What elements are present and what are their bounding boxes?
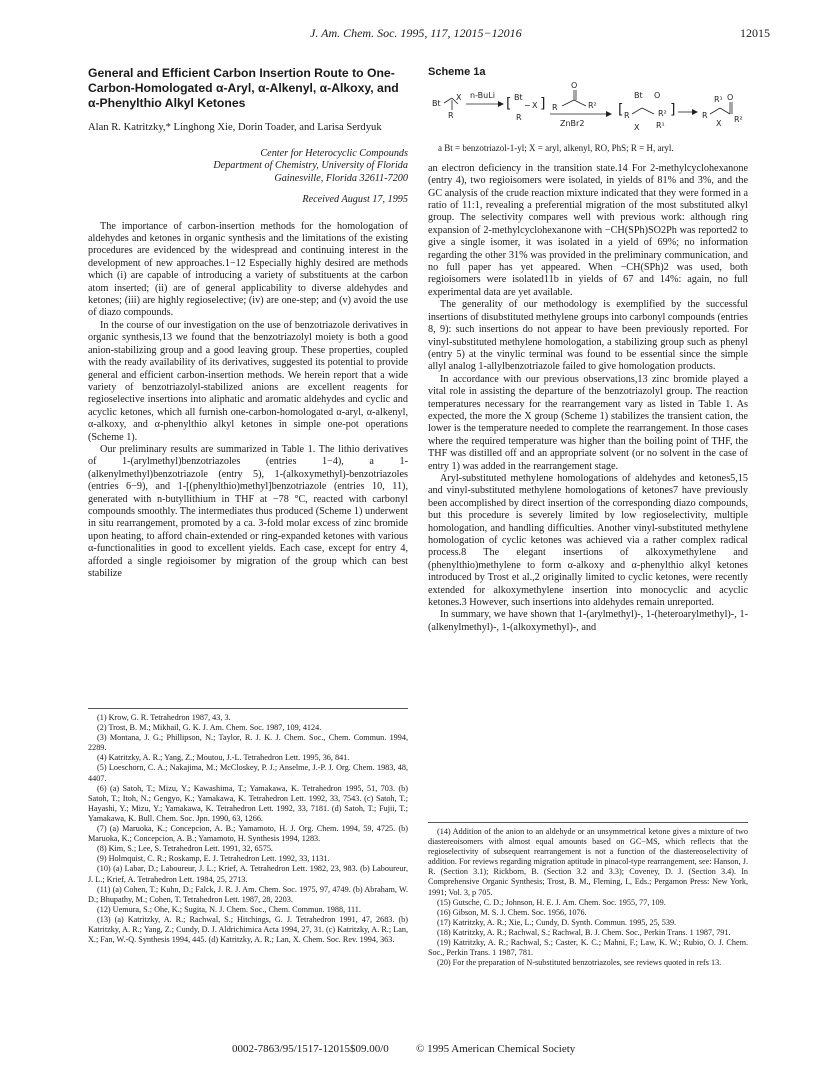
left-footnotes [88,708,408,945]
svg-text:−: − [524,101,531,111]
svg-text:R: R [516,113,522,123]
body-paragraph: In summary, we have shown that 1-(arylmethyl)-, 1-(heteroarylmethyl)-, 1-(alkenylmethyl)-, 1-(alkoxymethyl)-, and [428,609,748,633]
received-date: Received August 17, 1995 [302,194,408,206]
svg-text:]: ] [540,96,546,113]
footnote: (1) Krow, G. R. Tetrahedron 1987, 43, 3. [97,713,231,722]
svg-text:R: R [448,111,454,121]
doi-code: 0002-7863/95/1517-12015$09.00/0 [232,1043,389,1055]
reaction-scheme-drawing [428,78,748,142]
footnote: (2) Trost, B. M.; Mikhail, G. K. J. Am. Chem. Soc. 1987, 109, 4124. [97,723,322,733]
svg-text:X: X [716,119,722,129]
svg-text:[: [ [506,96,512,113]
svg-text:Bt: Bt [432,99,441,109]
footnote: (14) Addition of the anion to an aldehyde or an unsymmetrical ketone gives a mixture of two diastereoisomers with almost equal amounts based on GC−MS, which reflects that the regioselectivity of subsequent rearrangement is not a function of the diastereoselectivity of addition. For reviews regarding migration aptitude in pinacol-type rearrangement, see: Hanson, J. R. (Section 3.1); Rickborn, B. (Section 3.2 and 3.3); Coveney, D. J. (Section 3.4). In Comprehensive Organic Synthesis; Trost, B. M., Fleming, I., Eds.; Pergamon Press: New York, 1991; Vol. 3, p 705. [428,827,748,897]
running-header: J. Am. Chem. Soc. 1995, 117, 12015−12016 [310,26,522,40]
footnote: (19) Katritzky, A. R.; Rachwal, S.; Caster, K. C.; Mahni, F.; Law, K. W.; Rubio, O. J. Chem. Soc., Perkin Trans. 1 1987, 781. [428,938,748,958]
footnote: (4) Katritzky, A. R.; Yang, Z.; Moutou, J.-L. Tetrahedron Lett. 1995, 36, 841. [97,753,350,763]
page-number: 12015 [740,26,770,40]
left-column [88,66,408,580]
svg-text:]: ] [670,102,676,119]
body-paragraph: an electron deficiency in the transition state.14 For 2-methylcyclohexanone (entry 4), two regioisomers were isolated, in yields of 81% and 3%, and the GC analysis of the crude reaction mixture indicated that they were formed in a ratio of 11:1, revealing a preferential migration of the most substituted alkyl group. The selectivity compares well with previous work: although ring expansion of 2-methylcyclohexanone with −CH(SPh)SO2Ph was reported2 to give a single isomer, it was isolated in a yield of 69%; no information regarding the other 31% was provided in the preliminary communication, and no full paper has yet appeared. When −CH(SPh)2 was used, both regioisomers were isolated11b in yields of 67 and 14%: again, no full experimental data are yet available. [428,162,748,298]
footnote: (15) Gutsche, C. D.; Johnson, H. E. J. Am. Chem. Soc. 1955, 77, 109. [437,897,666,907]
svg-text:R: R [624,111,630,121]
footnote: (18) Katritzky, A. R.; Rachwal, S.; Rachwal, B. J. Chem. Soc., Perkin Trans. 1 1987, 791. [437,927,731,937]
affiliation-line: Department of Chemistry, University of Florida [213,160,408,172]
body-paragraph: In accordance with our previous observations,13 zinc bromide played a vital role in assisting the departure of the benzotriazolyl group. The reaction temperatures necessary for the rearrangement vary as listed in Table 1. As expected, the more the X group (Scheme 1) stabilizes the transient cation, the lower is the temperature needed to complete the rearrangement. In those cases where the required temperature was higher than the boiling point of THF, the THF was distilled off and an appropriate solvent (or no solvent in the case of entry 1) was added in the rearrangement stage. [428,373,748,472]
footnote: (11) (a) Cohen, T.; Kuhn, D.; Falck, J. R. J. Am. Chem. Soc. 1975, 97, 4749. (b) Abraham, W. D.; Bhupathy, M.; Cohen, T. Tetrahedron Lett. 1987, 28, 2203. [88,884,408,904]
svg-text:[: [ [618,102,624,119]
author-list: Alan R. Katritzky,* Linghong Xie, Dorin Toader, and Larisa Serdyuk [88,122,382,133]
svg-text:X: X [634,123,640,133]
svg-text:Bt: Bt [514,93,523,103]
footnote: (10) (a) Labar, D.; Laboureur, J. L.; Krief, A. Tetrahedron Lett. 1982, 23, 983. (b) Laboureur, J. L.; Krief, A. Tetrahedron Lett. 1984, 25, 2713. [88,864,408,884]
footnote: (8) Kim, S.; Lee, S. Tetrahedron Lett. 1991, 32, 6575. [97,844,273,854]
reaction-scheme [428,78,748,142]
right-column [428,66,748,634]
svg-text:R: R [552,103,558,113]
body-paragraph: In the course of our investigation on the use of benzotriazole derivatives in organic synthesis,13 we found that the benzotriazolyl moiety is both a good anion-stabilizing group and a good leaving group. These properties, coupled with the ready availability of its derivatives, suggested its potential to provide general and efficient carbon-insertion methods. We herein report that a wide variety of benzotriazolyl-stabilized anions are excellent reagents for regioselective insertions into aliphatic and aromatic aldehydes and cyclic and acyclic ketones, which all furnish one-carbon-homologated α-aryl, α-alkenyl, α-alkoxy, and α-phenylthio alkyl ketones in simple one-pot operations (Scheme 1). [88,319,408,443]
footnote: (3) Montana, J. G.; Phillipson, N.; Taylor, R. J. K. J. Chem. Soc., Chem. Commun. 1994, 2289. [88,733,408,753]
footnote: (9) Holmquist, C. R.; Roskamp, E. J. Tetrahedron Lett. 1992, 33, 1131. [97,854,330,864]
svg-text:R²: R² [658,109,667,119]
affiliation-line: Center for Heterocyclic Compounds [260,148,408,159]
svg-text:Bt: Bt [634,91,643,101]
footnote: (6) (a) Satoh, T.; Mizu, Y.; Kawashima, T.; Yamakawa, K. Tetrahedron 1995, 51, 703. (b) Satoh, T.; Itoh, N.; Gengyo, K.; Yamakawa, K. Tetrahedron Lett. 1992, 33, 7543. (c) Satoh, T.; Hayashi, Y.; Mizu, Y.; Yamakawa, K. Tetrahedron Lett. 1992, 33, 7181. (d) Satoh, T.; Fujii, T.; Yamakawa, K. Bull. Chem. Soc. Jpn. 1990, 63, 1266. [88,783,408,823]
svg-text:O: O [571,81,578,91]
svg-text:X: X [532,101,538,111]
footnote: (20) For the preparation of N-substituted benzotriazoles, see reviews quoted in refs 13. [437,958,722,968]
svg-text:R: R [702,111,708,121]
svg-text:O: O [727,93,734,103]
copyright: © 1995 American Chemical Society [416,1043,576,1055]
footnote: (17) Katritzky, A. R.; Xie, L.; Cundy, D. Synth. Commun. 1995, 25, 539. [437,917,677,927]
footnote: (13) (a) Katritzky, A. R.; Rachwal, S.; Hitchings, G. J. Tetrahedron 1991, 47, 2683. (b) Katritzky, A. R.; Yang, Z.; Cundy, D. J. Aldrichimica Acta 1994, 27, 31. (c) Katritzky, A. R.; Lan, X.; Fan, W.-Q. Synthesis 1994, 445. (d) Katritzky, A. R.; Lan, X. Chem. Soc. Rev. 1994, 363. [88,914,408,945]
footnote: (16) Gibson, M. S. J. Chem. Soc. 1956, 1076. [437,907,587,917]
footnote: (7) (a) Maruoka, K.; Concepcion, A. B.; Yamamoto, H. J. Org. Chem. 1994, 59, 4725. (b) Maruoka, K.; Concepcion, A. B.; Yamamoto, H. Synthesis 1994, 1283. [88,824,408,844]
body-paragraph: Aryl-substituted methylene homologations of aldehydes and ketones5,15 and vinyl-substituted methylene homologations of ketones7 have previously been accomplished by direct insertion of the corresponding diazo compounds, but this procedure is severely limited by low regioselectivity, multiple homologation, and handling difficulties. Another vinyl-substituted methylene homologation of cyclic ketones was achieved via a rather complex radical process.8 The elegant insertions of alkoxymethylene and (phenylthio)methylene to form α-alkoxy and α-phenylthio alkyl ketones introduced by Trost et al.,2 originally limited to cyclic ketones, were recently extended for alkoxymethylene insertion into monocyclic and acyclic ketones.3 However, such insertions into aldehydes remain unreported. [428,472,748,609]
reagent-label: n-BuLi [470,91,495,101]
reagent-label: ZnBr2 [560,119,585,129]
affiliation-line: Gainesville, Florida 32611-7200 [274,172,408,184]
svg-text:R¹: R¹ [656,121,665,131]
body-paragraph: The importance of carbon-insertion methods for the homologation of aldehydes and ketones in organic synthesis and the limitations of the existing procedures are evidenced by the widespread and continuing interest in the development of new approaches.1−12 Especially highly desired are methods which (i) are capable of introducing a variety of substituents at the carbon atom inserted; (ii) are of general applicability to diverse aldehydes and ketones; (iii) are highly regioselective; (iv) are one-step; and (v) avoid the use of diazo compounds. [88,220,408,319]
svg-text:O: O [654,91,661,101]
footnote: (5) Loeschorn, C. A.; Nakajima, M.; McCloskey, P. J.; Anselme, J.-P. J. Org. Chem. 1983, 48, 4407. [88,763,408,783]
scheme-title: Scheme 1a [428,66,486,78]
footnote: (12) Uemura, S.; Ohe, K.; Sugita, N. J. Chem. Soc., Chem. Commun. 1988, 111. [97,904,361,914]
svg-text:R²: R² [588,101,597,111]
svg-text:R²: R² [734,115,743,125]
scheme-footnote: a Bt = benzotriazol-1-yl; X = aryl, alkenyl, RO, PhS; R = H, aryl. [438,143,674,154]
body-paragraph: The generality of our methodology is exemplified by the successful insertions of disubstituted methylene groups into carbonyl compounds (entries 8, 9): such insertions do not appear to have been previously reported. For vinyl-substituted methylene homologation, a stabilizing group such as phenyl (entry 5) at the vinylic terminal was found to be essential since the simple allyl analog 1-allylbenzotriazole failed to give homologation products. [428,299,748,373]
article-title: General and Efficient Carbon Insertion Route to One-Carbon-Homologated α-Aryl, α-Alkenyl, α-Alkoxy, and α-Phenylthio Alkyl Ketones [88,66,399,110]
right-footnotes [428,822,748,968]
body-paragraph: Our preliminary results are summarized in Table 1. The lithio derivatives of 1-(arylmethyl)benzotriazoles (entries 1−4), a 1-(alkenylmethyl)benzotriazole (entry 5), 1-(alkoxymethyl)-benzotriazoles (entries 6−9), and 1-[(phenylthio)methyl]benzotriazole (entries 10, 11), generated with n-butyllithium in THF at −78 °C, reacted with carbonyl compounds smoothly. The intermediates thus produced (Scheme 1) underwent in situ rearrangement, promoted by a ca. 3-fold molar excess of zinc bromide upon heating, to afford chain-extended or ring-expanded ketones with various α-functionalities in good to excellent yields. Each case, except for entry 4, afforded a single regioisomer by migration of the group which can best stabilize [88,443,408,579]
svg-text:R¹: R¹ [714,95,723,105]
svg-text:X: X [456,93,462,103]
